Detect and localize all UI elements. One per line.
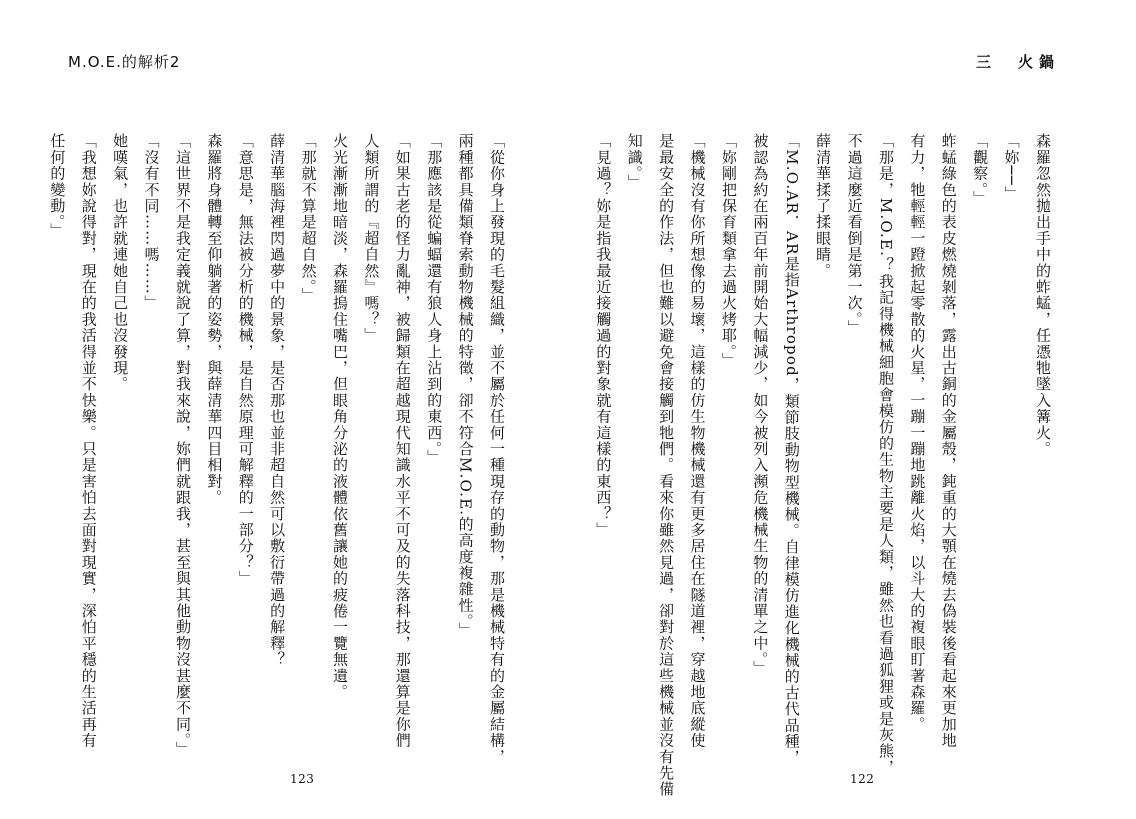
text-line: 她嘆氣，也許就連她自己也沒發現。: [111, 133, 130, 393]
text-line: 有力，牠輕輕一蹬掀起零散的火星，一蹦一蹦地跳離火焰，以斗大的複眼盯著森羅。: [908, 133, 927, 733]
text-line: 任何的變動。」: [48, 133, 67, 239]
book-title-header: M.O.E.的解析2: [68, 53, 181, 71]
text-line: 「我想妳說得對，現在的我活得並不快樂。只是害怕去面對現實，深怕平穩的生活再有: [79, 133, 98, 749]
text-line: 被認為約在兩百年前開始大幅減少，如今被列入瀕危機械生物的清單之中。」: [751, 133, 770, 677]
text-line: 「意思是，無法被分析的機械，是自然原理可解釋的一部分？」: [236, 133, 255, 587]
text-line: 「見過？妳是指我最近接觸過的對象就有這樣的東西？」: [594, 133, 613, 538]
text-line: 「機械沒有你所想像的易壞，這樣的仿生物機械還有更多居住在隧道裡，穿越地底縱使: [688, 133, 707, 749]
right-page: [568, 0, 1136, 819]
text-line: 薛清華揉了揉眼睛。: [814, 133, 833, 279]
text-line: 「M.O.AR．AR是指Arthropod，類節肢動物型機械。自律模仿進化機械的古代品種，: [782, 133, 801, 766]
text-line: 「這世界不是我定義就說了算，對我來說，妳們就跟我，甚至與其他動物沒甚麼不同。」: [173, 133, 192, 758]
page-number-right: 122: [850, 772, 875, 786]
text-line: 不過這麼近看倒是第一次。」: [845, 133, 864, 337]
text-line: 「妳──」: [1002, 133, 1021, 203]
text-line: 「妳剛把保育類拿去過火烤耶。」: [719, 133, 738, 369]
left-page-body: [48, 133, 512, 765]
text-line: 兩種都具備類脊索動物機械的特徵，卻不符合M.O.E.的高度複雜性。」: [456, 133, 475, 639]
text-line: 森羅將身體轉至仰躺著的姿勢，與薛清華四目相對。: [205, 133, 224, 506]
text-line: 「從你身上發現的毛髮組織，並不屬於任何一種現存的動物，那是機械特有的金屬結構，: [488, 133, 506, 765]
text-line: 「如果古老的怪力亂神，被歸類在超越現代知識水平不可及的失落科技，那還算是你們: [393, 133, 412, 749]
page-number-left: 123: [290, 772, 315, 786]
text-line: 森羅忽然拋出手中的蚱蜢，任憑牠墜入篝火。: [1034, 133, 1052, 457]
text-line: 「沒有不同……嗎……」: [142, 133, 161, 312]
text-line: 薛清華腦海裡閃過夢中的景象，是否那也並非超自然可以敷衍帶過的解釋？: [268, 133, 287, 668]
text-line: 知識。」: [625, 133, 644, 191]
text-line: 人類所謂的『超自然』嗎？」: [362, 133, 381, 344]
text-line: 「那應該是從蝙蝠還有狼人身上沾到的東西。」: [425, 133, 444, 466]
text-line: 「那就不算是超自然。」: [299, 133, 318, 304]
chapter-title-header: 三 火鍋: [975, 53, 1060, 71]
text-line: 蚱蜢綠色的表皮燃燒剝落，露出古銅的金屬殼，鈍重的大顎在燒去偽裝後看起來更加地: [939, 133, 958, 749]
text-line: 「觀察。」: [971, 133, 990, 207]
text-line: 火光漸漸地暗淡，森羅摀住嘴巴，但眼角分泌的液體依舊讓她的疲倦一覽無遺。: [330, 133, 349, 700]
text-line: 「那是，M.O.E.？我記得機械細胞會模仿的生物主要是人類，雖然也看過狐狸或是灰熊，: [876, 133, 895, 776]
text-line: 是最安全的作法，但也難以避免會接觸到牠們。看來你雖然見過，卻對於這些機械並沒有先備: [657, 133, 676, 798]
